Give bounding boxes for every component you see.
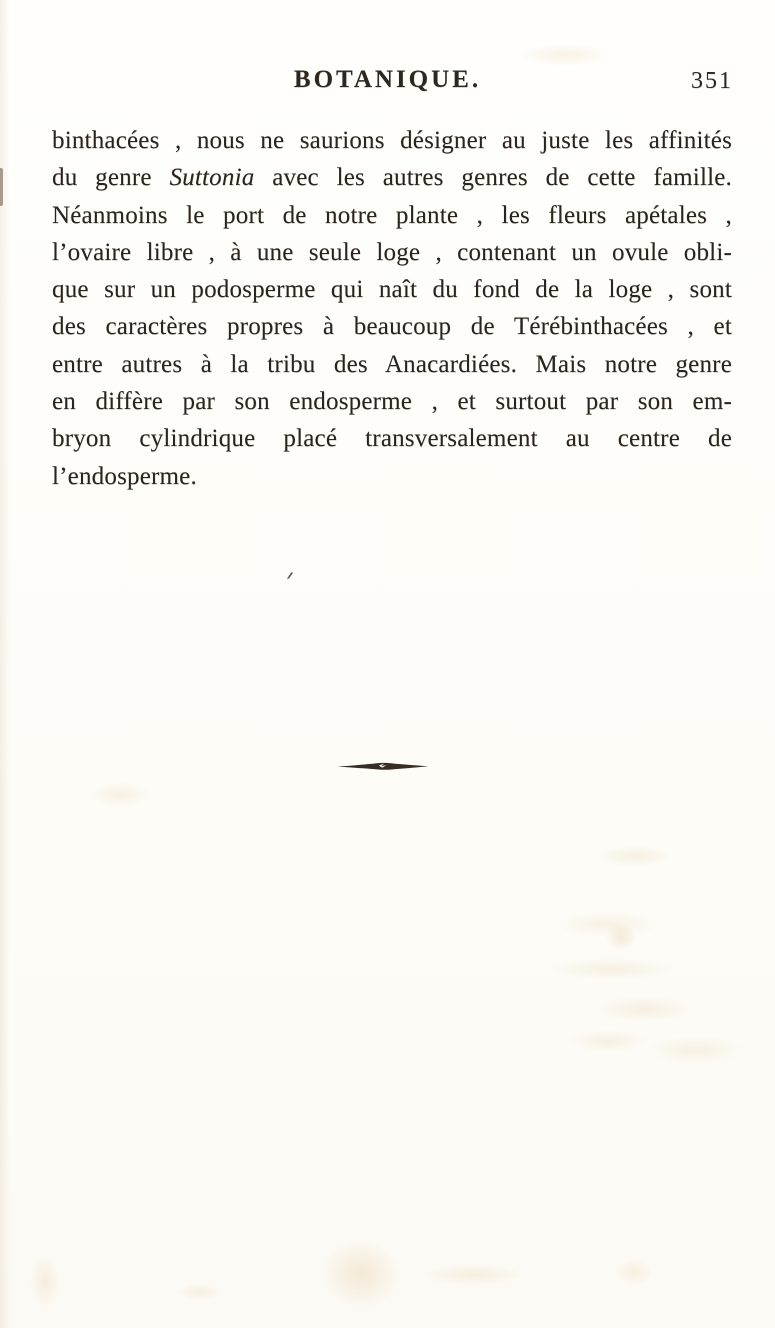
paper-stain [570,1030,646,1052]
text-line: l’ovaire libre , à une seule loge , contenant un ovule obli- [52,238,732,266]
paper-stain [520,44,610,66]
paper-stain [596,846,672,866]
paper-stain [176,1284,222,1300]
text-line: binthacées , nous ne saurions désigner au juste les affinités [52,127,732,154]
paper-stain [616,1258,652,1286]
genus-name-italic: Suttonia [169,164,255,192]
section-divider-ornament [337,759,429,774]
paper-stain [30,1256,60,1308]
text-line: entre autres à la tribu des Anacardiées. Mais notre genre [52,350,732,378]
text-line: des caractères propres à beaucoup de Térébinthacées , et [52,313,732,341]
paper-stain [424,1264,524,1286]
paper-stain [596,996,692,1022]
text-line: en diffère par son endosperme , et surtout par son em- [52,388,732,416]
text-line: Néanmoins le port de notre plante , les fleurs apétales , [52,201,732,229]
text-line: l’endosperme. [52,462,197,490]
paper-stain [558,912,658,936]
text-segment: avec les autres genres de cette famille. [254,164,732,192]
text-line: bryon cylindrique placé transversalement au centre de [52,425,732,453]
text-line [52,159,732,196]
page-number: 351 [691,68,733,94]
paper-stain [606,924,636,950]
paper-stain [552,958,672,980]
scan-edge-artifact [0,168,3,206]
ink-speck [286,567,294,576]
paper-stain [322,1240,400,1308]
paper-stain [90,782,150,808]
paragraph-block [52,122,732,495]
running-header-title: BOTANIQUE. [293,66,482,93]
paper-stain [648,1036,744,1064]
text-segment: du genre [52,164,170,192]
text-line: que sur un podosperme qui naît du fond de la loge , sont [52,276,732,304]
